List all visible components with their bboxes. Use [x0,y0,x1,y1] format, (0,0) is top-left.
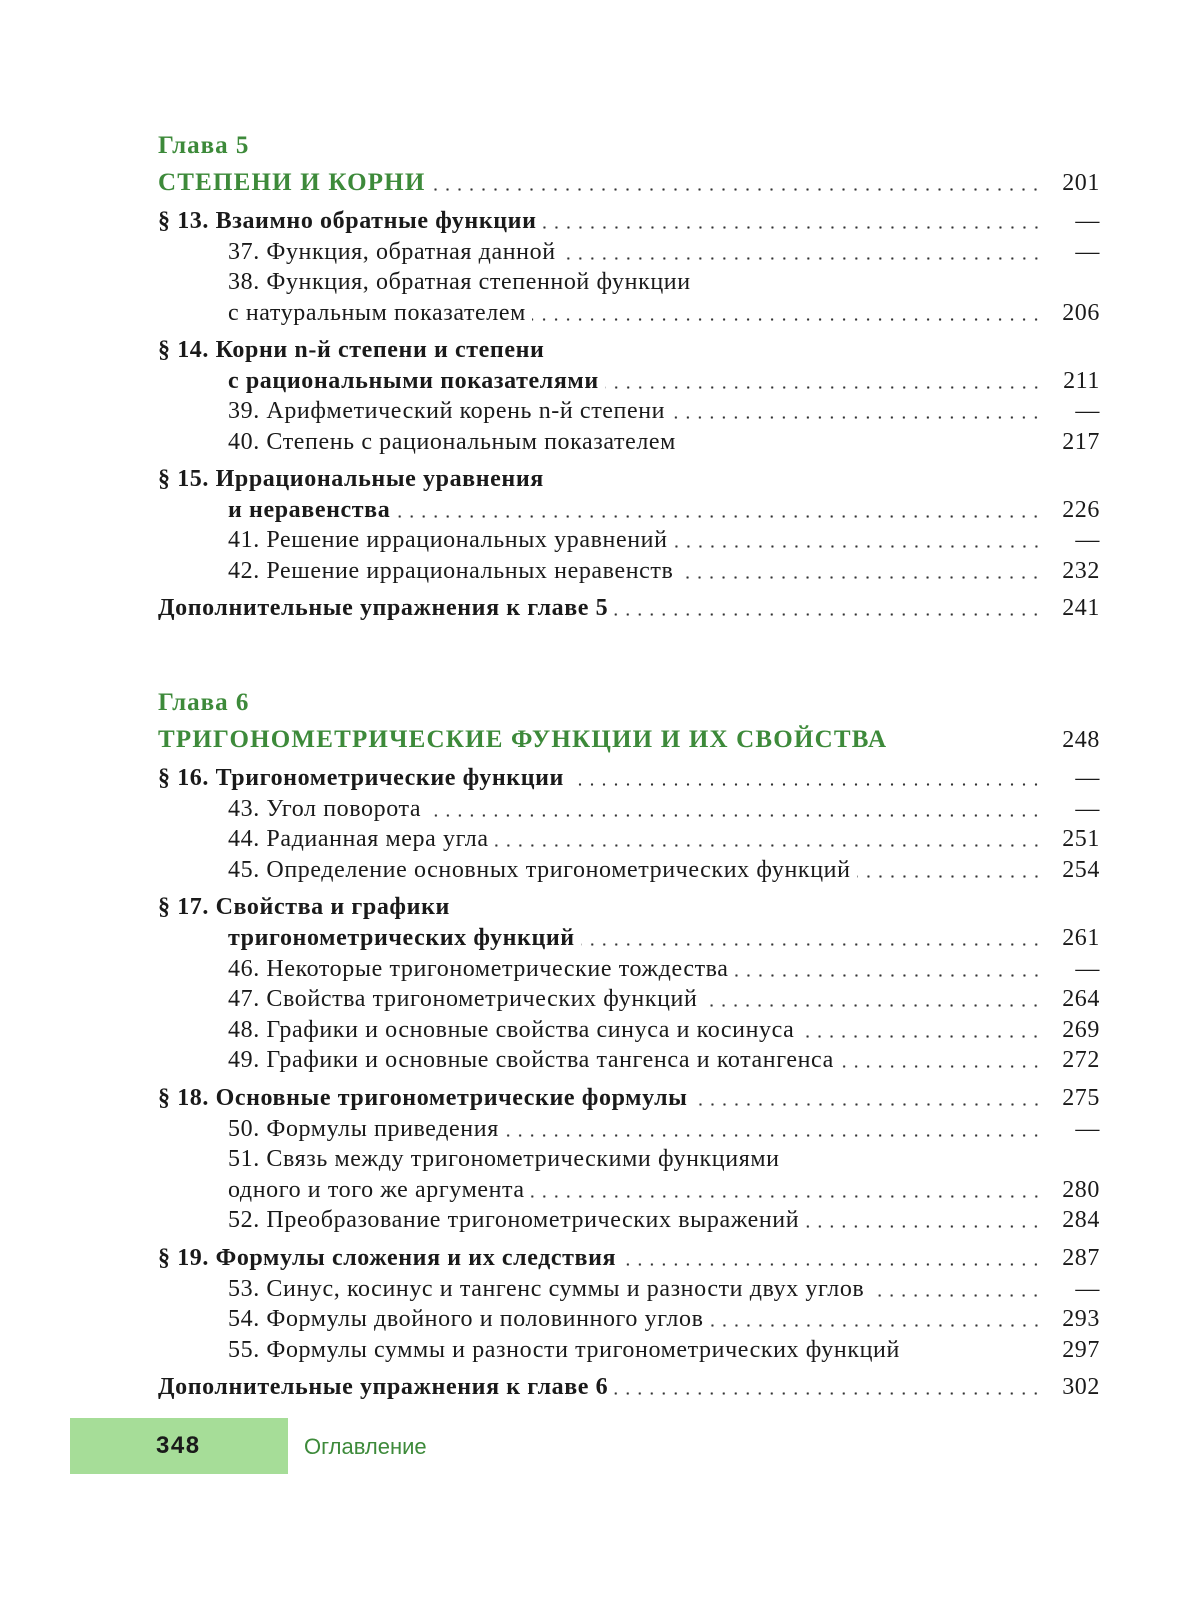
paragraph-entry[interactable] [158,1083,1100,1113]
leader-dots [427,814,1042,817]
section-entry[interactable] [158,298,1100,328]
chapter-title-entry[interactable] [158,168,1100,198]
page-number: — [1075,239,1100,265]
leader-dots [674,545,1042,548]
section-title-line1[interactable]: 38. Функция, обратная степенной функции [228,269,691,295]
leader-dots [710,1324,1042,1327]
page-number: 248 [1062,727,1100,753]
page-number: 275 [1062,1085,1100,1111]
section-title: 55. Формулы суммы и разности тригонометрических функций [228,1337,900,1363]
section-entry[interactable] [158,525,1100,555]
extra-exercises-title: Дополнительные упражнения к главе 6 [158,1374,609,1400]
leader-dots [531,1195,1042,1198]
section-title-line1[interactable]: 51. Связь между тригонометрическими функциями [228,1146,780,1172]
paragraph-entry[interactable] [158,763,1100,793]
leader-dots [679,576,1042,579]
leader-dots [562,257,1042,260]
page-number: 201 [1062,170,1100,196]
paragraph-title-line2: и неравенства [228,497,391,523]
page-number: 217 [1062,429,1100,455]
extra-exercises-entry[interactable] [158,1372,1100,1402]
page-number: — [1075,765,1100,791]
section-entry[interactable] [158,855,1100,885]
page-number: — [1075,208,1100,234]
leader-dots [857,875,1042,878]
section-title: 53. Синус, косинус и тангенс суммы и разности двух углов [228,1276,865,1302]
page-number: — [1075,1116,1100,1142]
section-entry[interactable] [158,1274,1100,1304]
page-number: 254 [1062,857,1100,883]
leader-dots [614,1392,1042,1395]
page-number: 272 [1062,1047,1100,1073]
page-number: 297 [1062,1337,1100,1363]
paragraph-entry[interactable] [158,923,1100,953]
section-title-line2: с натуральным показателем [228,300,526,326]
section-title: 54. Формулы двойного и половинного углов [228,1306,704,1332]
section-entry[interactable] [158,396,1100,426]
leader-dots [431,188,1042,191]
footer-page-number: 348 [156,1432,201,1459]
leader-dots [614,613,1042,616]
section-title: 52. Преобразование тригонометрических выражений [228,1207,800,1233]
paragraph-entry[interactable] [158,1243,1100,1273]
paragraph-title-line2: с рациональными показателями [228,368,599,394]
section-title: 50. Формулы приведения [228,1116,499,1142]
page-number: 269 [1062,1017,1100,1043]
section-entry[interactable] [158,1045,1100,1075]
paragraph-title: § 16. Тригонометрические функции [158,765,564,791]
page-number-box [70,1418,288,1474]
leader-dots [396,515,1042,518]
leader-dots [622,1263,1042,1266]
paragraph-title: § 19. Формулы сложения и их следствия [158,1245,617,1271]
chapter-label: Глава 5 [158,132,250,159]
section-title: 41. Решение иррациональных уравнений [228,527,668,553]
leader-dots [735,974,1042,977]
leader-dots [605,386,1042,389]
paragraph-entry[interactable] [158,495,1100,525]
leader-dots [581,943,1042,946]
section-title: 45. Определение основных тригонометрических функций [228,857,851,883]
leader-dots [703,1004,1042,1007]
paragraph-title: § 18. Основные тригонометрические формулы [158,1085,688,1111]
extra-exercises-entry[interactable] [158,593,1100,623]
section-title-line2: одного и того же аргумента [228,1177,525,1203]
leader-dots [800,1035,1042,1038]
section-title: 47. Свойства тригонометрических функций [228,986,698,1012]
paragraph-title-line1[interactable]: § 14. Корни n-й степени и степени [158,337,545,363]
section-entry[interactable] [158,556,1100,586]
section-entry[interactable] [158,1335,1100,1365]
chapter-label: Глава 6 [158,689,250,716]
section-title: 39. Арифметический корень n-й степени [228,398,666,424]
page-number: 287 [1062,1245,1100,1271]
section-title: 49. Графики и основные свойства тангенса и котангенса [228,1047,834,1073]
section-title: 43. Угол поворота [228,796,422,822]
section-entry[interactable] [158,1205,1100,1235]
page-number: 226 [1062,497,1100,523]
section-entry[interactable] [158,427,1100,457]
section-title: 44. Радианная мера угла [228,826,489,852]
chapter-title-entry[interactable] [158,725,1100,755]
page-number: 232 [1062,558,1100,584]
page-number: 251 [1062,826,1100,852]
section-entry[interactable] [158,237,1100,267]
section-title: 46. Некоторые тригонометрические тождества [228,956,729,982]
paragraph-title: § 13. Взаимно обратные функции [158,208,537,234]
page-number: — [1075,398,1100,424]
leader-dots [495,844,1042,847]
section-title: 48. Графики и основные свойства синуса и косинуса [228,1017,795,1043]
page-number: — [1075,796,1100,822]
extra-exercises-title: Дополнительные упражнения к главе 5 [158,595,609,621]
section-title: 37. Функция, обратная данной [228,239,556,265]
leader-dots [805,1225,1042,1228]
section-entry[interactable] [158,954,1100,984]
paragraph-title-line1[interactable]: § 15. Иррациональные уравнения [158,466,544,492]
page-number: 293 [1062,1306,1100,1332]
page-number: — [1075,956,1100,982]
paragraph-title-line2: тригонометрических функций [228,925,575,951]
paragraph-title-line1[interactable]: § 17. Свойства и графики [158,894,450,920]
leader-dots [840,1065,1042,1068]
page-number: 280 [1062,1177,1100,1203]
section-entry[interactable] [158,824,1100,854]
page-number: 241 [1062,595,1100,621]
footer-section-title: Оглавление [304,1434,427,1459]
leader-dots [570,783,1042,786]
page-number: — [1075,1276,1100,1302]
section-entry[interactable] [158,1015,1100,1045]
section-title: 40. Степень с рациональным показателем [228,429,676,455]
chapter-title: СТЕПЕНИ И КОРНИ [158,169,426,196]
paragraph-entry[interactable] [158,366,1100,396]
section-entry[interactable] [158,984,1100,1014]
leader-dots [532,318,1042,321]
leader-dots [870,1294,1042,1297]
section-entry[interactable] [158,1304,1100,1334]
page-number: 211 [1063,368,1100,394]
leader-dots [694,1103,1042,1106]
paragraph-entry[interactable] [158,206,1100,236]
leader-dots [543,226,1042,229]
page-number: 264 [1062,986,1100,1012]
section-entry[interactable] [158,1114,1100,1144]
section-entry[interactable] [158,1175,1100,1205]
page-number: 206 [1062,300,1100,326]
page-number: 302 [1062,1374,1100,1400]
section-title: 42. Решение иррациональных неравенств [228,558,674,584]
page-number: — [1075,527,1100,553]
page-number: 261 [1062,925,1100,951]
leader-dots [671,416,1042,419]
section-entry[interactable] [158,794,1100,824]
chapter-title: ТРИГОНОМЕТРИЧЕСКИЕ ФУНКЦИИ И ИХ СВОЙСТВА [158,726,888,753]
page-number: 284 [1062,1207,1100,1233]
leader-dots [505,1134,1042,1137]
